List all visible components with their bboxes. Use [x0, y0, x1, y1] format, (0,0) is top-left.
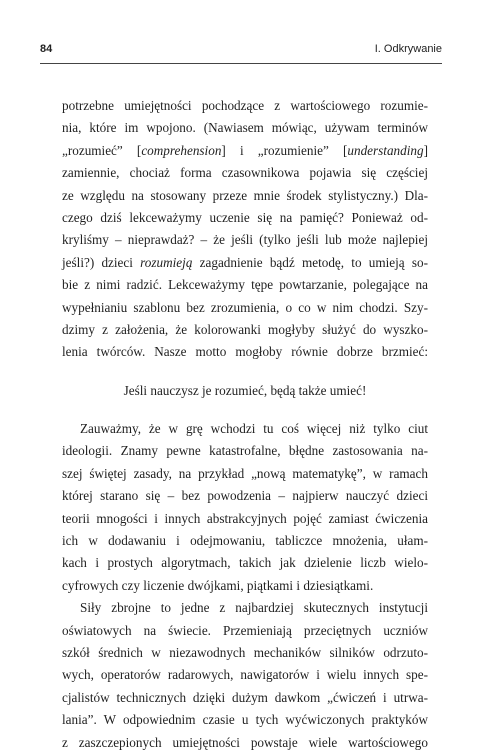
text-line: teorii mnogości i innych abstrakcyjnych pojęć zamiast ćwiczenia — [62, 510, 428, 526]
text-line: oświatowych na świecie. Przemieniają przeciętnych uczniów — [62, 622, 428, 638]
text-line: Zauważmy, że w grę wchodzi tu coś więcej niż tylko ciut — [80, 421, 428, 437]
text-line — [62, 252, 428, 274]
text-line: cjalistów technicznych dzięki dużym dawkom „ćwiczeń i utrwa- — [62, 689, 428, 705]
header-rule — [40, 63, 442, 64]
text-line: kryliśmy – nieprawdaż? – że jeśli (tylko jeśli lub może najlepiej — [62, 232, 428, 248]
page-header — [40, 43, 442, 61]
text-line — [62, 140, 428, 162]
motto: Jeśli nauczysz je rozumieć, będą także umieć! — [123, 382, 367, 398]
running-head: I. Odkrywanie — [374, 43, 442, 55]
body-text — [62, 95, 428, 754]
text-line: lania”. W odpowiednim czasie u tych wyćwiczonych praktyków — [62, 712, 428, 728]
spacer — [62, 364, 428, 380]
text-line: zamiennie, chociaż forma czasownikowa pojawia się częściej — [62, 165, 428, 181]
text-run: „rozumieć” [ — [62, 142, 142, 158]
text-run: zagadnienie bądź metodę, to umieją so- — [192, 254, 428, 270]
text-run: ] i „rozumienie” [ — [221, 142, 348, 158]
text-line: z zaszczepionych umiejętności powstaje wiele wartościowego — [62, 734, 428, 750]
text-line: wych, operatorów radarowych, nawigatorów i wielu innych spe- — [62, 667, 428, 683]
text-line: cyfrowych czy liczenie dwójkami, piątkami i dziesiątkami. — [62, 577, 374, 593]
text-run: ] — [423, 142, 428, 158]
text-line: dzimy z założenia, że kolorowanki mogłyby służyć do wyszko- — [62, 321, 428, 337]
text-line: lenia twórców. Nasze motto mogłoby równie dobrze brzmieć: — [62, 344, 428, 360]
italic-term: rozumieją — [140, 254, 193, 270]
italic-term: comprehension — [141, 142, 222, 158]
text-line: potrzebne umiejętności pochodzące z wartościowego rozumie- — [62, 98, 428, 113]
page-number: 84 — [40, 43, 53, 55]
paragraph-2 — [62, 418, 428, 597]
text-line: ich w dodawaniu i odejmowaniu, tabliczce mnożenia, ułam- — [62, 533, 428, 549]
spacer — [62, 402, 428, 418]
text-line: kach i prostych algorytmach, takich jak dzielenie liczb wielo- — [62, 555, 428, 571]
text-run: jeśli?) dzieci — [62, 254, 141, 270]
italic-term: understanding — [347, 142, 424, 158]
text-line: wypełnianiu szablonu bez zrozumienia, o co w nim chodzi. Szy- — [62, 299, 428, 315]
text-line: Siły zbrojne to jedne z najbardziej skutecznych instytucji — [80, 600, 428, 616]
text-line: nia, które im wpojono. (Nawiasem mówiąc, używam terminów — [62, 120, 428, 136]
paragraph-1 — [62, 95, 428, 364]
text-line: czego dziś lekceważymy uczenie się na pamięć? Ponieważ od- — [62, 209, 428, 225]
text-line: ze względu na stosowany przeze mnie środek stylistyczny.) Dla- — [62, 187, 428, 203]
text-line: której starano się – bez powodzenia – najpierw nauczyć dzieci — [62, 488, 428, 504]
text-line: bie z nimi radzić. Lekceważymy tępe powtarzanie, polegające na — [62, 277, 428, 293]
paragraph-3 — [62, 597, 428, 754]
text-line: szej świętej zasady, na przykład „nową matematykę”, w ramach — [62, 465, 428, 481]
text-line: szkół średnich w niezawodnych mechaników silników odrzuto- — [62, 644, 428, 660]
text-line: ideologii. Znamy pewne katastrofalne, błędne zastosowania na- — [62, 443, 428, 459]
